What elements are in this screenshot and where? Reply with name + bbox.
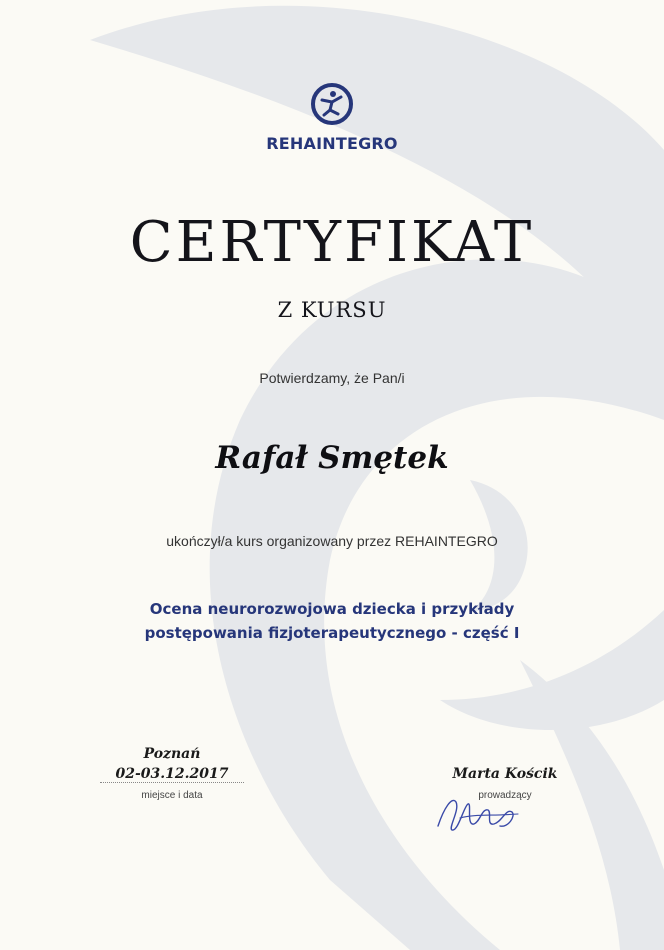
brand-logo bbox=[0, 82, 664, 126]
completion-text: ukończył/a kurs organizowany przez REHAINTEGRO bbox=[166, 533, 498, 549]
circle-figure-logo-icon bbox=[310, 82, 354, 126]
recipient-name: Rafał Smętek bbox=[215, 440, 449, 476]
course-title-line-1: Ocena neurorozwojowa dziecka i przykłady bbox=[149, 600, 515, 618]
instructor-label: prowadzący bbox=[478, 790, 532, 801]
brand-name: REHAINTEGRO bbox=[266, 134, 398, 153]
course-title bbox=[0, 597, 664, 645]
certificate-subtitle: Z KURSU bbox=[277, 298, 387, 322]
instructor-name: Marta Kościk bbox=[452, 766, 558, 782]
handwritten-signature-icon bbox=[430, 788, 530, 838]
place-value: Poznań bbox=[143, 746, 201, 762]
certificate-title: CERTYFIKAT bbox=[129, 210, 535, 275]
course-title-line-2: postępowania fizjoterapeutycznego - część I bbox=[144, 624, 520, 642]
date-value: 02-03.12.2017 bbox=[115, 766, 229, 782]
confirmation-text: Potwierdzamy, że Pan/i bbox=[259, 370, 405, 386]
place-date-line bbox=[100, 782, 244, 783]
place-date-label: miejsce i data bbox=[141, 790, 203, 801]
